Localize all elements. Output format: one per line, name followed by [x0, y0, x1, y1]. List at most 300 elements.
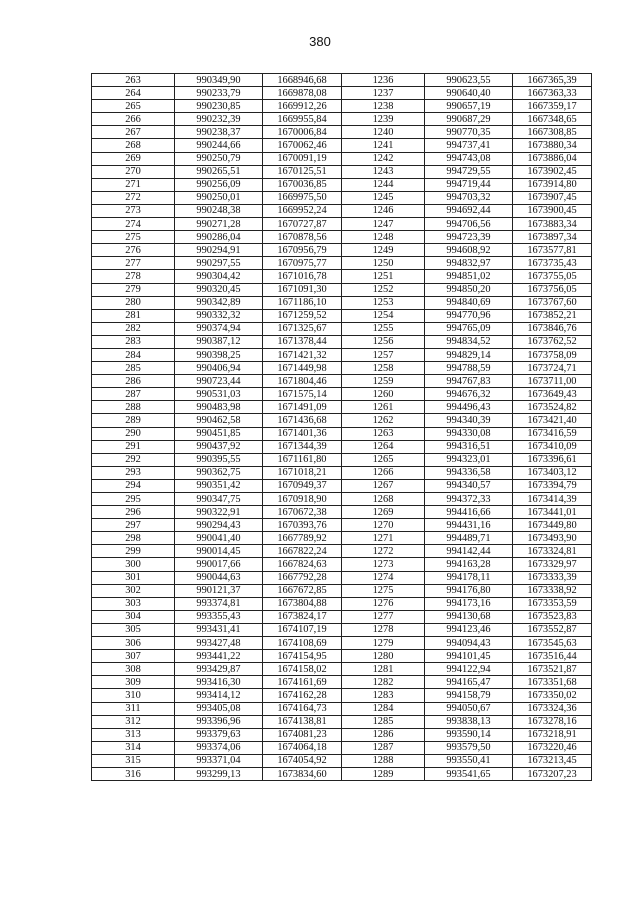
- x-coordinate-cell: 990230,85: [175, 100, 263, 113]
- x-coordinate-cell: 994767,83: [425, 375, 513, 388]
- point-number-cell: 301: [92, 571, 175, 584]
- y-coordinate-cell: 1667359,17: [513, 100, 592, 113]
- point-number-cell: 280: [92, 296, 175, 309]
- table-row: [92, 689, 592, 702]
- y-coordinate-cell: 1673351,68: [513, 676, 592, 689]
- point-number-cell: 1274: [342, 571, 425, 584]
- table-row: [92, 741, 592, 754]
- table-row: [92, 623, 592, 636]
- x-coordinate-cell: 990531,03: [175, 388, 263, 401]
- point-number-cell: 306: [92, 637, 175, 650]
- x-coordinate-cell: 994316,51: [425, 440, 513, 453]
- y-coordinate-cell: 1673756,05: [513, 283, 592, 296]
- y-coordinate-cell: 1667792,28: [263, 571, 342, 584]
- table-row: [92, 375, 592, 388]
- point-number-cell: 299: [92, 545, 175, 558]
- point-number-cell: 1257: [342, 348, 425, 361]
- x-coordinate-cell: 994496,43: [425, 401, 513, 414]
- table-row: [92, 558, 592, 571]
- table-row: [92, 335, 592, 348]
- x-coordinate-cell: 994829,14: [425, 348, 513, 361]
- x-coordinate-cell: 990770,35: [425, 126, 513, 139]
- point-number-cell: 286: [92, 375, 175, 388]
- table-row: [92, 650, 592, 663]
- point-number-cell: 1259: [342, 375, 425, 388]
- point-number-cell: 295: [92, 493, 175, 506]
- x-coordinate-cell: 994692,44: [425, 204, 513, 217]
- table-row: [92, 493, 592, 506]
- x-coordinate-cell: 993838,13: [425, 715, 513, 728]
- point-number-cell: 277: [92, 257, 175, 270]
- point-number-cell: 1263: [342, 427, 425, 440]
- y-coordinate-cell: 1671091,30: [263, 283, 342, 296]
- x-coordinate-cell: 994676,32: [425, 388, 513, 401]
- x-coordinate-cell: 993396,96: [175, 715, 263, 728]
- table-row: [92, 506, 592, 519]
- point-number-cell: 1256: [342, 335, 425, 348]
- x-coordinate-cell: 990017,66: [175, 558, 263, 571]
- y-coordinate-cell: 1670949,37: [263, 479, 342, 492]
- point-number-cell: 1280: [342, 650, 425, 663]
- point-number-cell: 1251: [342, 270, 425, 283]
- table-row: [92, 126, 592, 139]
- x-coordinate-cell: 990623,55: [425, 74, 513, 87]
- y-coordinate-cell: 1673493,90: [513, 532, 592, 545]
- y-coordinate-cell: 1673324,81: [513, 545, 592, 558]
- y-coordinate-cell: 1673353,59: [513, 597, 592, 610]
- y-coordinate-cell: 1673897,34: [513, 231, 592, 244]
- y-coordinate-cell: 1671016,78: [263, 270, 342, 283]
- x-coordinate-cell: 994719,44: [425, 178, 513, 191]
- y-coordinate-cell: 1673521,87: [513, 663, 592, 676]
- x-coordinate-cell: 993299,13: [175, 767, 263, 780]
- x-coordinate-cell: 994431,16: [425, 519, 513, 532]
- table-row: [92, 767, 592, 780]
- table-row: [92, 348, 592, 361]
- y-coordinate-cell: 1673900,45: [513, 204, 592, 217]
- point-number-cell: 1241: [342, 139, 425, 152]
- table-row: [92, 191, 592, 204]
- x-coordinate-cell: 993379,63: [175, 728, 263, 741]
- x-coordinate-cell: 990256,09: [175, 178, 263, 191]
- point-number-cell: 279: [92, 283, 175, 296]
- x-coordinate-cell: 990250,01: [175, 191, 263, 204]
- y-coordinate-cell: 1673758,09: [513, 348, 592, 361]
- table-row: [92, 571, 592, 584]
- x-coordinate-cell: 993355,43: [175, 610, 263, 623]
- x-coordinate-cell: 990044,63: [175, 571, 263, 584]
- x-coordinate-cell: 990271,28: [175, 218, 263, 231]
- point-number-cell: 268: [92, 139, 175, 152]
- table-row: [92, 87, 592, 100]
- y-coordinate-cell: 1671401,36: [263, 427, 342, 440]
- x-coordinate-cell: 990640,40: [425, 87, 513, 100]
- y-coordinate-cell: 1671575,14: [263, 388, 342, 401]
- y-coordinate-cell: 1673416,59: [513, 427, 592, 440]
- x-coordinate-cell: 990265,51: [175, 165, 263, 178]
- x-coordinate-cell: 994176,80: [425, 584, 513, 597]
- x-coordinate-cell: 994163,28: [425, 558, 513, 571]
- y-coordinate-cell: 1673886,04: [513, 152, 592, 165]
- point-number-cell: 1272: [342, 545, 425, 558]
- y-coordinate-cell: 1673914,80: [513, 178, 592, 191]
- x-coordinate-cell: 990248,38: [175, 204, 263, 217]
- point-number-cell: 316: [92, 767, 175, 780]
- x-coordinate-cell: 993441,22: [175, 650, 263, 663]
- y-coordinate-cell: 1671378,44: [263, 335, 342, 348]
- point-number-cell: 1239: [342, 113, 425, 126]
- point-number-cell: 309: [92, 676, 175, 689]
- y-coordinate-cell: 1673278,16: [513, 715, 592, 728]
- point-number-cell: 283: [92, 335, 175, 348]
- x-coordinate-cell: 994094,43: [425, 637, 513, 650]
- x-coordinate-cell: 993579,50: [425, 741, 513, 754]
- y-coordinate-cell: 1670878,56: [263, 231, 342, 244]
- point-number-cell: 1288: [342, 754, 425, 767]
- table-row: [92, 178, 592, 191]
- point-number-cell: 294: [92, 479, 175, 492]
- y-coordinate-cell: 1673421,40: [513, 414, 592, 427]
- x-coordinate-cell: 990687,29: [425, 113, 513, 126]
- y-coordinate-cell: 1671804,46: [263, 375, 342, 388]
- point-number-cell: 1260: [342, 388, 425, 401]
- x-coordinate-cell: 993427,48: [175, 637, 263, 650]
- point-number-cell: 300: [92, 558, 175, 571]
- y-coordinate-cell: 1673207,23: [513, 767, 592, 780]
- point-number-cell: 1236: [342, 74, 425, 87]
- table-row: [92, 728, 592, 741]
- table-row: [92, 401, 592, 414]
- y-coordinate-cell: 1671161,80: [263, 453, 342, 466]
- y-coordinate-cell: 1673523,83: [513, 610, 592, 623]
- y-coordinate-cell: 1670727,87: [263, 218, 342, 231]
- x-coordinate-cell: 993374,06: [175, 741, 263, 754]
- y-coordinate-cell: 1671449,98: [263, 362, 342, 375]
- x-coordinate-cell: 994123,46: [425, 623, 513, 636]
- table-row: [92, 244, 592, 257]
- x-coordinate-cell: 994788,59: [425, 362, 513, 375]
- point-number-cell: 1269: [342, 506, 425, 519]
- point-number-cell: 307: [92, 650, 175, 663]
- y-coordinate-cell: 1673324,36: [513, 702, 592, 715]
- y-coordinate-cell: 1673394,79: [513, 479, 592, 492]
- table-row: [92, 113, 592, 126]
- point-number-cell: 296: [92, 506, 175, 519]
- point-number-cell: 1275: [342, 584, 425, 597]
- point-number-cell: 1238: [342, 100, 425, 113]
- y-coordinate-cell: 1670672,38: [263, 506, 342, 519]
- x-coordinate-cell: 994101,45: [425, 650, 513, 663]
- y-coordinate-cell: 1667348,65: [513, 113, 592, 126]
- table-row: [92, 218, 592, 231]
- y-coordinate-cell: 1667824,63: [263, 558, 342, 571]
- y-coordinate-cell: 1673220,46: [513, 741, 592, 754]
- x-coordinate-cell: 990232,39: [175, 113, 263, 126]
- x-coordinate-cell: 994832,97: [425, 257, 513, 270]
- x-coordinate-cell: 990349,90: [175, 74, 263, 87]
- x-coordinate-cell: 990451,85: [175, 427, 263, 440]
- x-coordinate-cell: 994142,44: [425, 545, 513, 558]
- point-number-cell: 1258: [342, 362, 425, 375]
- point-number-cell: 273: [92, 204, 175, 217]
- point-number-cell: 1265: [342, 453, 425, 466]
- table-row: [92, 414, 592, 427]
- point-number-cell: 1279: [342, 637, 425, 650]
- table-row: [92, 532, 592, 545]
- x-coordinate-cell: 990374,94: [175, 322, 263, 335]
- point-number-cell: 304: [92, 610, 175, 623]
- x-coordinate-cell: 990320,45: [175, 283, 263, 296]
- point-number-cell: 1278: [342, 623, 425, 636]
- table-row: [92, 322, 592, 335]
- x-coordinate-cell: 994122,94: [425, 663, 513, 676]
- point-number-cell: 276: [92, 244, 175, 257]
- x-coordinate-cell: 994050,67: [425, 702, 513, 715]
- point-number-cell: 1277: [342, 610, 425, 623]
- y-coordinate-cell: 1673403,12: [513, 466, 592, 479]
- y-coordinate-cell: 1674154,95: [263, 650, 342, 663]
- y-coordinate-cell: 1673762,52: [513, 335, 592, 348]
- y-coordinate-cell: 1673524,82: [513, 401, 592, 414]
- point-number-cell: 310: [92, 689, 175, 702]
- x-coordinate-cell: 994850,20: [425, 283, 513, 296]
- x-coordinate-cell: 993416,30: [175, 676, 263, 689]
- x-coordinate-cell: 990437,92: [175, 440, 263, 453]
- point-number-cell: 1261: [342, 401, 425, 414]
- page-number: 380: [309, 34, 331, 49]
- y-coordinate-cell: 1671436,68: [263, 414, 342, 427]
- y-coordinate-cell: 1667672,85: [263, 584, 342, 597]
- y-coordinate-cell: 1669952,24: [263, 204, 342, 217]
- x-coordinate-cell: 993550,41: [425, 754, 513, 767]
- point-number-cell: 290: [92, 427, 175, 440]
- point-number-cell: 1254: [342, 309, 425, 322]
- point-number-cell: 1237: [342, 87, 425, 100]
- table-row: [92, 466, 592, 479]
- x-coordinate-cell: 994340,57: [425, 479, 513, 492]
- table-row: [92, 165, 592, 178]
- point-number-cell: 271: [92, 178, 175, 191]
- y-coordinate-cell: 1674164,73: [263, 702, 342, 715]
- point-number-cell: 291: [92, 440, 175, 453]
- x-coordinate-cell: 993414,12: [175, 689, 263, 702]
- y-coordinate-cell: 1673846,76: [513, 322, 592, 335]
- y-coordinate-cell: 1667308,85: [513, 126, 592, 139]
- table-row: [92, 453, 592, 466]
- x-coordinate-cell: 990462,58: [175, 414, 263, 427]
- y-coordinate-cell: 1671491,09: [263, 401, 342, 414]
- x-coordinate-cell: 994743,08: [425, 152, 513, 165]
- y-coordinate-cell: 1671186,10: [263, 296, 342, 309]
- y-coordinate-cell: 1671344,39: [263, 440, 342, 453]
- table-row: [92, 74, 592, 87]
- x-coordinate-cell: 990238,37: [175, 126, 263, 139]
- y-coordinate-cell: 1673329,97: [513, 558, 592, 571]
- x-coordinate-cell: 990406,94: [175, 362, 263, 375]
- y-coordinate-cell: 1674081,23: [263, 728, 342, 741]
- x-coordinate-cell: 990250,79: [175, 152, 263, 165]
- point-number-cell: 298: [92, 532, 175, 545]
- y-coordinate-cell: 1673880,34: [513, 139, 592, 152]
- x-coordinate-cell: 990041,40: [175, 532, 263, 545]
- x-coordinate-cell: 994178,11: [425, 571, 513, 584]
- y-coordinate-cell: 1670956,79: [263, 244, 342, 257]
- y-coordinate-cell: 1670062,46: [263, 139, 342, 152]
- x-coordinate-cell: 994851,02: [425, 270, 513, 283]
- point-number-cell: 274: [92, 218, 175, 231]
- table-row: [92, 427, 592, 440]
- x-coordinate-cell: 994130,68: [425, 610, 513, 623]
- point-number-cell: 1273: [342, 558, 425, 571]
- y-coordinate-cell: 1667822,24: [263, 545, 342, 558]
- y-coordinate-cell: 1671421,32: [263, 348, 342, 361]
- x-coordinate-cell: 994336,58: [425, 466, 513, 479]
- y-coordinate-cell: 1673410,09: [513, 440, 592, 453]
- x-coordinate-cell: 990398,25: [175, 348, 263, 361]
- y-coordinate-cell: 1673907,45: [513, 191, 592, 204]
- y-coordinate-cell: 1673350,02: [513, 689, 592, 702]
- point-number-cell: 302: [92, 584, 175, 597]
- x-coordinate-cell: 990347,75: [175, 493, 263, 506]
- point-number-cell: 281: [92, 309, 175, 322]
- table-row: [92, 597, 592, 610]
- x-coordinate-cell: 990332,32: [175, 309, 263, 322]
- point-number-cell: 1253: [342, 296, 425, 309]
- point-number-cell: 278: [92, 270, 175, 283]
- y-coordinate-cell: 1673213,45: [513, 754, 592, 767]
- point-number-cell: 275: [92, 231, 175, 244]
- coordinates-table: [91, 73, 592, 781]
- point-number-cell: 269: [92, 152, 175, 165]
- table-row: [92, 754, 592, 767]
- x-coordinate-cell: 990244,66: [175, 139, 263, 152]
- x-coordinate-cell: 994737,41: [425, 139, 513, 152]
- point-number-cell: 311: [92, 702, 175, 715]
- point-number-cell: 1266: [342, 466, 425, 479]
- table-row: [92, 702, 592, 715]
- point-number-cell: 289: [92, 414, 175, 427]
- x-coordinate-cell: 990387,12: [175, 335, 263, 348]
- x-coordinate-cell: 994834,52: [425, 335, 513, 348]
- table-row: [92, 309, 592, 322]
- x-coordinate-cell: 993405,08: [175, 702, 263, 715]
- y-coordinate-cell: 1673804,88: [263, 597, 342, 610]
- point-number-cell: 263: [92, 74, 175, 87]
- y-coordinate-cell: 1667789,92: [263, 532, 342, 545]
- coordinates-table-body: [92, 74, 592, 781]
- y-coordinate-cell: 1669975,50: [263, 191, 342, 204]
- y-coordinate-cell: 1673414,39: [513, 493, 592, 506]
- table-row: [92, 231, 592, 244]
- point-number-cell: 270: [92, 165, 175, 178]
- table-row: [92, 152, 592, 165]
- y-coordinate-cell: 1673218,91: [513, 728, 592, 741]
- x-coordinate-cell: 994840,69: [425, 296, 513, 309]
- point-number-cell: 1270: [342, 519, 425, 532]
- point-number-cell: 284: [92, 348, 175, 361]
- point-number-cell: 285: [92, 362, 175, 375]
- point-number-cell: 303: [92, 597, 175, 610]
- point-number-cell: 1250: [342, 257, 425, 270]
- y-coordinate-cell: 1669912,26: [263, 100, 342, 113]
- x-coordinate-cell: 994173,16: [425, 597, 513, 610]
- point-number-cell: 1284: [342, 702, 425, 715]
- y-coordinate-cell: 1669955,84: [263, 113, 342, 126]
- table-row: [92, 257, 592, 270]
- point-number-cell: 1252: [342, 283, 425, 296]
- point-number-cell: 1276: [342, 597, 425, 610]
- point-number-cell: 1262: [342, 414, 425, 427]
- point-number-cell: 1242: [342, 152, 425, 165]
- table-row: [92, 100, 592, 113]
- x-coordinate-cell: 994765,09: [425, 322, 513, 335]
- point-number-cell: 1245: [342, 191, 425, 204]
- y-coordinate-cell: 1670975,77: [263, 257, 342, 270]
- table-row: [92, 610, 592, 623]
- point-number-cell: 1243: [342, 165, 425, 178]
- y-coordinate-cell: 1673449,80: [513, 519, 592, 532]
- y-coordinate-cell: 1673724,71: [513, 362, 592, 375]
- y-coordinate-cell: 1668946,68: [263, 74, 342, 87]
- point-number-cell: 1268: [342, 493, 425, 506]
- point-number-cell: 1267: [342, 479, 425, 492]
- y-coordinate-cell: 1673852,21: [513, 309, 592, 322]
- y-coordinate-cell: 1674107,19: [263, 623, 342, 636]
- x-coordinate-cell: 990351,42: [175, 479, 263, 492]
- x-coordinate-cell: 993590,14: [425, 728, 513, 741]
- point-number-cell: 315: [92, 754, 175, 767]
- point-number-cell: 287: [92, 388, 175, 401]
- point-number-cell: 1282: [342, 676, 425, 689]
- y-coordinate-cell: 1667365,39: [513, 74, 592, 87]
- y-coordinate-cell: 1671259,52: [263, 309, 342, 322]
- y-coordinate-cell: 1674054,92: [263, 754, 342, 767]
- y-coordinate-cell: 1670036,85: [263, 178, 342, 191]
- table-row: [92, 545, 592, 558]
- y-coordinate-cell: 1673824,17: [263, 610, 342, 623]
- y-coordinate-cell: 1674108,69: [263, 637, 342, 650]
- table-row: [92, 715, 592, 728]
- x-coordinate-cell: 994703,32: [425, 191, 513, 204]
- table-row: [92, 479, 592, 492]
- x-coordinate-cell: 990297,55: [175, 257, 263, 270]
- x-coordinate-cell: 994489,71: [425, 532, 513, 545]
- x-coordinate-cell: 990304,42: [175, 270, 263, 283]
- y-coordinate-cell: 1674138,81: [263, 715, 342, 728]
- point-number-cell: 1271: [342, 532, 425, 545]
- table-row: [92, 270, 592, 283]
- x-coordinate-cell: 994323,01: [425, 453, 513, 466]
- table-row: [92, 296, 592, 309]
- y-coordinate-cell: 1673902,45: [513, 165, 592, 178]
- point-number-cell: 313: [92, 728, 175, 741]
- y-coordinate-cell: 1674162,28: [263, 689, 342, 702]
- y-coordinate-cell: 1673516,44: [513, 650, 592, 663]
- table-row: [92, 519, 592, 532]
- table-row: [92, 204, 592, 217]
- x-coordinate-cell: 990233,79: [175, 87, 263, 100]
- x-coordinate-cell: 994165,47: [425, 676, 513, 689]
- y-coordinate-cell: 1673441,01: [513, 506, 592, 519]
- y-coordinate-cell: 1670091,19: [263, 152, 342, 165]
- x-coordinate-cell: 990294,91: [175, 244, 263, 257]
- y-coordinate-cell: 1669878,08: [263, 87, 342, 100]
- x-coordinate-cell: 990723,44: [175, 375, 263, 388]
- y-coordinate-cell: 1673338,92: [513, 584, 592, 597]
- point-number-cell: 1281: [342, 663, 425, 676]
- x-coordinate-cell: 994723,39: [425, 231, 513, 244]
- y-coordinate-cell: 1674161,69: [263, 676, 342, 689]
